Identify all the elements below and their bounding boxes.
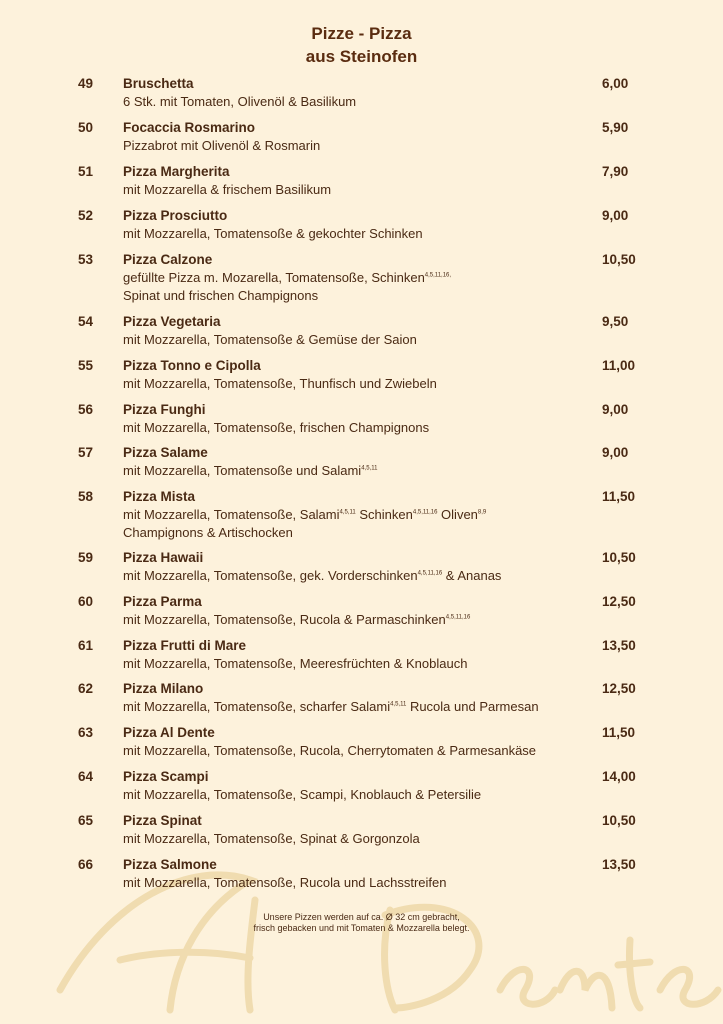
description-line: mit Mozzarella, Tomatensoße, Rucola, Cherrytomaten & Parmesankäse — [123, 743, 537, 758]
description-line: mit Mozzarella, Tomatensoße & Gemüse der Saion — [123, 332, 417, 347]
description-line: mit Mozzarella, Tomatensoße, Salami$^{4,5,11}$ Schinken$^{4,5,11,16}$ Oliven$^{8,9}$ — [123, 507, 487, 522]
pizza-size-footnote — [0, 912, 723, 934]
item-number: 63 — [78, 725, 94, 740]
item-price: 5,90 — [602, 120, 629, 135]
item-name: Bruschetta — [123, 76, 194, 91]
item-price: 12,50 — [602, 681, 636, 696]
item-name: Pizza Calzone — [123, 252, 213, 267]
footnote-line-1: Unsere Pizzen werden auf ca. Ø 32 cm gebracht, — [263, 912, 460, 922]
item-number: 51 — [78, 164, 94, 179]
item-number: 55 — [78, 358, 94, 373]
item-description — [123, 698, 593, 716]
item-number: 50 — [78, 120, 94, 135]
item-price: 9,00 — [602, 402, 629, 417]
item-price: 7,90 — [602, 164, 629, 179]
item-name: Pizza Vegetaria — [123, 314, 221, 329]
item-name: Pizza Salame — [123, 445, 208, 460]
item-number: 52 — [78, 208, 94, 223]
description-line: Spinat und frischen Champignons — [123, 288, 319, 303]
description-line: mit Mozzarella, Tomatensoße, gek. Vorderschinken$^{4,5,11,16}$ & Ananas — [123, 568, 502, 583]
item-description — [123, 742, 593, 760]
description-line: mit Mozzarella, Tomatensoße, Scampi, Knoblauch & Petersilie — [123, 787, 482, 802]
item-price: 12,50 — [602, 594, 636, 609]
allergen-codes: 4,5,11,16 — [417, 570, 443, 577]
item-description — [123, 225, 593, 243]
item-name: Pizza Spinat — [123, 813, 202, 828]
item-number: 58 — [78, 489, 94, 504]
item-name: Pizza Hawaii — [123, 550, 204, 565]
item-name: Pizza Funghi — [123, 402, 206, 417]
allergen-codes: 4,5,11 — [390, 701, 407, 708]
item-number: 61 — [78, 638, 94, 653]
item-name: Pizza Al Dente — [123, 725, 215, 740]
item-price: 10,50 — [602, 550, 636, 565]
description-line: mit Mozzarella, Tomatensoße, Rucola und Lachsstreifen — [123, 875, 447, 890]
menu-item — [0, 488, 723, 548]
allergen-codes: 4,5,11 — [339, 509, 356, 516]
allergen-codes: 4,5,11 — [361, 465, 378, 472]
item-description — [123, 655, 593, 673]
item-description — [123, 462, 593, 480]
description-line: mit Mozzarella, Tomatensoße, Rucola & Parmaschinken$^{4,5,11,16}$ — [123, 612, 471, 627]
item-name: Pizza Parma — [123, 594, 202, 609]
item-number: 56 — [78, 402, 94, 417]
item-description — [123, 611, 593, 629]
item-description — [123, 567, 593, 585]
item-name: Pizza Salmone — [123, 857, 217, 872]
item-name: Focaccia Rosmarino — [123, 120, 256, 135]
title-line-2: aus Steinofen — [305, 47, 418, 66]
allergen-codes: 8,9 — [477, 509, 487, 516]
item-description — [123, 874, 593, 892]
description-line: mit Mozzarella, Tomatensoße, Spinat & Gorgonzola — [123, 831, 420, 846]
title-line-1: Pizze - Pizza — [311, 24, 412, 43]
item-number: 49 — [78, 76, 94, 91]
item-description — [123, 375, 593, 393]
description-line: mit Mozzarella, Tomatensoße, Meeresfrüchten & Knoblauch — [123, 656, 468, 671]
item-price: 14,00 — [602, 769, 636, 784]
item-name: Pizza Prosciutto — [123, 208, 228, 223]
item-price: 9,50 — [602, 314, 629, 329]
menu-item — [0, 856, 723, 916]
description-line: mit Mozzarella & frischem Basilikum — [123, 182, 332, 197]
item-price: 13,50 — [602, 857, 636, 872]
allergen-codes: 4,5,11,16, — [424, 272, 452, 279]
item-name: Pizza Margherita — [123, 164, 230, 179]
item-description — [123, 830, 593, 848]
item-number: 65 — [78, 813, 94, 828]
footnote-line-2: frisch gebacken und mit Tomaten & Mozzarella belegt. — [253, 923, 470, 933]
item-price: 10,50 — [602, 813, 636, 828]
description-line: Pizzabrot mit Olivenöl & Rosmarin — [123, 138, 321, 153]
item-description — [123, 331, 593, 349]
item-description — [123, 419, 593, 437]
item-price: 9,00 — [602, 208, 629, 223]
description-line: mit Mozzarella, Tomatensoße und Salami$^{4,5,11}$ — [123, 463, 378, 478]
item-name: Pizza Scampi — [123, 769, 209, 784]
item-description — [123, 269, 593, 305]
item-number: 62 — [78, 681, 94, 696]
item-price: 11,00 — [602, 358, 636, 373]
description-line: mit Mozzarella, Tomatensoße, Thunfisch und Zwiebeln — [123, 376, 437, 391]
item-name: Pizza Frutti di Mare — [123, 638, 247, 653]
item-price: 9,00 — [602, 445, 629, 460]
page-title — [0, 22, 723, 68]
item-number: 54 — [78, 314, 94, 329]
item-number: 64 — [78, 769, 94, 784]
allergen-codes: 4,5,11,16 — [445, 614, 471, 621]
item-number: 60 — [78, 594, 94, 609]
item-number: 59 — [78, 550, 94, 565]
item-description — [123, 93, 593, 111]
menu-item — [0, 251, 723, 311]
item-price: 6,00 — [602, 76, 629, 91]
item-number: 66 — [78, 857, 94, 872]
item-name: Pizza Mista — [123, 489, 196, 504]
description-line: mit Mozzarella, Tomatensoße & gekochter Schinken — [123, 226, 423, 241]
description-line: mit Mozzarella, Tomatensoße, frischen Champignons — [123, 420, 430, 435]
description-line: 6 Stk. mit Tomaten, Olivenöl & Basilikum — [123, 94, 357, 109]
item-description — [123, 137, 593, 155]
description-line: mit Mozzarella, Tomatensoße, scharfer Salami$^{4,5,11}$ Rucola und Parmesan — [123, 699, 539, 714]
item-price: 11,50 — [602, 725, 636, 740]
item-number: 57 — [78, 445, 94, 460]
description-line: gefüllte Pizza m. Mozarella, Tomatensoße, Schinken$^{4,5,11,16,}$ — [123, 270, 452, 285]
item-name: Pizza Milano — [123, 681, 204, 696]
allergen-codes: 4,5,11,16 — [412, 509, 438, 516]
item-price: 10,50 — [602, 252, 636, 267]
item-price: 13,50 — [602, 638, 636, 653]
item-description — [123, 506, 593, 542]
description-line: Champignons & Artischocken — [123, 525, 293, 540]
item-description — [123, 181, 593, 199]
item-number: 53 — [78, 252, 94, 267]
item-description — [123, 786, 593, 804]
item-name: Pizza Tonno e Cipolla — [123, 358, 261, 373]
item-price: 11,50 — [602, 489, 636, 504]
